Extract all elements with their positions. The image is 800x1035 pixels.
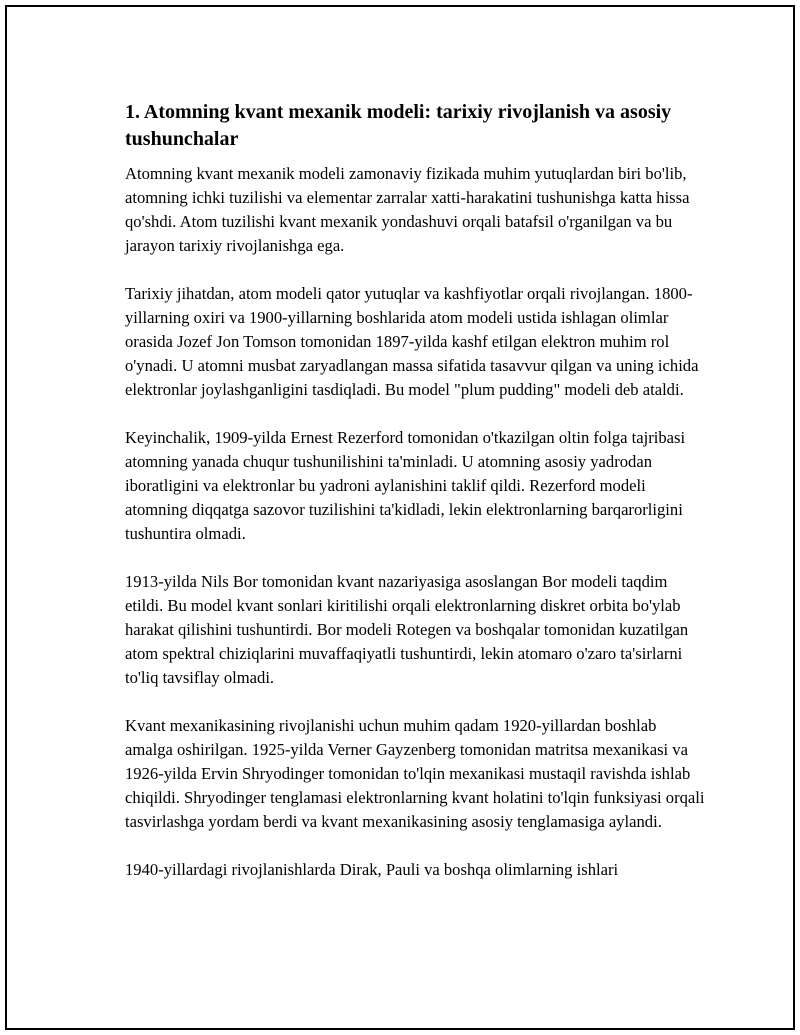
paragraph-rutherford: Keyinchalik, 1909-yilda Ernest Rezerford tomonidan o'tkazilgan oltin folga tajribasi atomning yanada chuqur tushunilishini ta'minladi. U atomning asosiy yadrodan iboratligini va elektronlar bu yadroni aylanishini taklif qildi. Rezerford modeli atomning diqqatga sazovor tuzilishini ta'kidladi, lekin elektronlarning barqarorligini tushuntira olmadi. [125, 428, 686, 543]
paragraph-bohr: 1913-yilda Nils Bor tomonidan kvant nazariyasiga asoslangan Bor modeli taqdim etildi. Bu model kvant sonlari kiritilishi orqali elektronlarning diskret orbita bo'ylab harakat qilishini tushuntirdi. Bor modeli Rotegen va boshqalar tomonidan kuzatilgan atom spektral chiziqlarini muvaffaqiyatli tushuntirdi, lekin atomaro o'zaro ta'sirlarni to'liq tavsiflay olmadi. [125, 572, 689, 687]
page-frame [5, 5, 795, 1030]
paragraph-intro: Atomning kvant mexanik modeli zamonaviy fizikada muhim yutuqlardan biri bo'lib, atomning ichki tuzilishi va elementar zarralar xatti-harakatini tushunishga katta hissa qo'shdi. Atom tuzilishi kvant mexanik yondashuvi orqali batafsil o'rganilgan va bu jarayon tarixiy rivojlanishga ega. [125, 164, 690, 255]
paragraph-1940s: 1940-yillardagi rivojlanishlarda Dirak, Pauli va boshqa olimlarning ishlari [125, 860, 619, 879]
document-body [125, 99, 705, 906]
page-title: 1. Atomning kvant mexanik modeli: tarixiy rivojlanish va asosiy tushunchalar [125, 101, 672, 150]
paragraph-history-thomson: Tarixiy jihatdan, atom modeli qator yutuqlar va kashfiyotlar orqali rivojlangan. 1800-yillarning oxiri va 1900-yillarning boshlarida atom modeli ustida ishlagan olimlar orasida Jozef Jon Tomson tomonidan 1897-yilda kashf etilgan elektron muhim rol o'ynadi. U atomni musbat zaryadlangan massa sifatida tasavvur qilgan va uning ichida elektronlar joylashganligini tasdiqladi. Bu model "plum pudding" modeli deb ataldi. [125, 284, 699, 399]
paragraph-quantum-mechanics: Kvant mexanikasining rivojlanishi uchun muhim qadam 1920-yillardan boshlab amalga oshirilgan. 1925-yilda Verner Gayzenberg tomonidan matritsa mexanikasi va 1926-yilda Ervin Shryodinger tomonidan to'lqin mexanikasi mustaqil ravishda ishlab chiqildi. Shryodinger tenglamasi elektronlarning kvant holatini to'lqin funksiyasi orqali tasvirlashga yordam berdi va kvant mexanikasining asosiy tenglamasiga aylandi. [125, 716, 705, 831]
